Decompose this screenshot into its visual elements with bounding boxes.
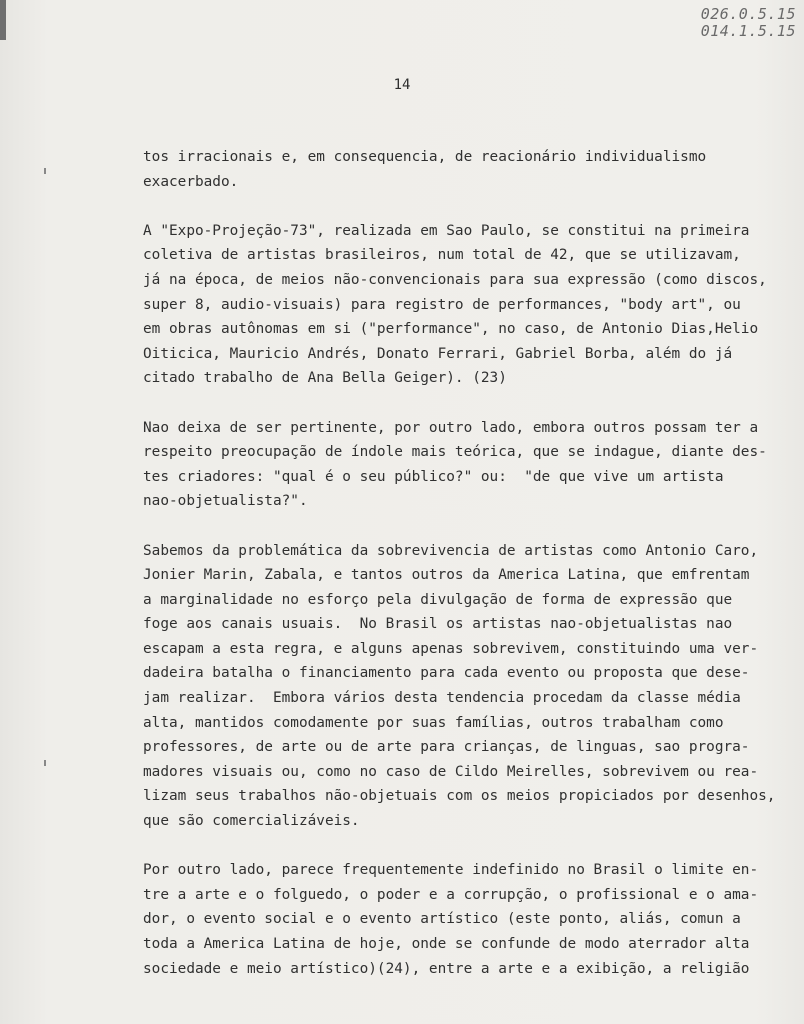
text-line: lizam seus trabalhos não-objetuais com os meios propiciados por desenhos, <box>143 788 776 805</box>
text-line: dadeira batalha o financiamento para cada evento ou proposta que dese- <box>143 665 750 682</box>
text-line: A "Expo-Projeção-73", realizada em Sao Paulo, se constitui na primeira <box>143 222 750 239</box>
text-line: tes criadores: "qual é o seu público?" ou: "de que vive um artista <box>143 468 724 485</box>
text-line: Jonier Marin, Zabala, e tantos outros da America Latina, que emfrentam <box>143 567 750 584</box>
paragraph <box>143 858 793 981</box>
page-number: 14 <box>393 77 411 93</box>
text-line: Sabemos da problemática da sobrevivencia de artistas como Antonio Caro, <box>143 542 759 559</box>
scan-edge-shadow <box>0 0 6 40</box>
text-line: já na época, de meios não-convencionais para sua expressão (como discos, <box>143 271 767 288</box>
margin-mark <box>44 168 46 174</box>
text-line: respeito preocupação de índole mais teórica, que se indague, diante des- <box>143 444 767 461</box>
text-line: Por outro lado, parece frequentemente indefinido no Brasil o limite en- <box>143 862 759 879</box>
text-line: professores, de arte ou de arte para crianças, de linguas, sao progra- <box>143 739 750 756</box>
archive-code: 026.0.5.15 <box>700 5 796 23</box>
text-line: exacerbado. <box>143 173 239 190</box>
text-line: escapam a esta regra, e alguns apenas sobrevivem, constituindo uma ver- <box>143 640 759 657</box>
archive-codes <box>701 6 796 40</box>
margin-mark <box>44 760 46 766</box>
text-line: Nao deixa de ser pertinente, por outro lado, embora outros possam ter a <box>143 419 759 436</box>
text-line: coletiva de artistas brasileiros, num total de 42, que se utilizavam, <box>143 247 741 264</box>
text-line: super 8, audio-visuais) para registro de performances, "body art", ou <box>143 296 741 313</box>
text-line: madores visuais ou, como no caso de Cildo Meirelles, sobrevivem ou rea- <box>143 763 759 780</box>
text-line: sociedade e meio artístico)(24), entre a arte e a exibição, a religião <box>143 960 750 977</box>
text-line: citado trabalho de Ana Bella Geiger). (23) <box>143 370 507 387</box>
text-line: dor, o evento social e o evento artístico (este ponto, aliás, comun a <box>143 911 741 928</box>
document-body <box>143 145 793 1006</box>
text-line: tre a arte e o folguedo, o poder e a corrupção, o profissional e o ama- <box>143 886 759 903</box>
text-line: jam realizar. Embora vários desta tendencia procedam da classe média <box>143 690 741 707</box>
text-line: que são comercializáveis. <box>143 813 360 830</box>
paragraph <box>143 145 793 194</box>
text-line: tos irracionais e, em consequencia, de reacionário individualismo <box>143 149 707 165</box>
text-line: em obras autônomas em si ("performance", no caso, de Antonio Dias,Helio <box>143 321 759 338</box>
text-line: a marginalidade no esforço pela divulgação de forma de expressão que <box>143 591 733 608</box>
paragraph <box>143 219 793 391</box>
archive-code: 014.1.5.15 <box>700 22 796 40</box>
text-line: Oiticica, Mauricio Andrés, Donato Ferrari, Gabriel Borba, além do já <box>143 345 733 362</box>
paragraph <box>143 416 793 514</box>
text-line: alta, mantidos comodamente por suas famílias, outros trabalham como <box>143 714 724 731</box>
text-line: foge aos canais usuais. No Brasil os artistas nao-objetualistas nao <box>143 616 733 633</box>
paragraph <box>143 539 793 834</box>
text-line: toda a America Latina de hoje, onde se confunde de modo aterrador alta <box>143 936 750 952</box>
text-line: nao-objetualista?". <box>143 493 308 510</box>
